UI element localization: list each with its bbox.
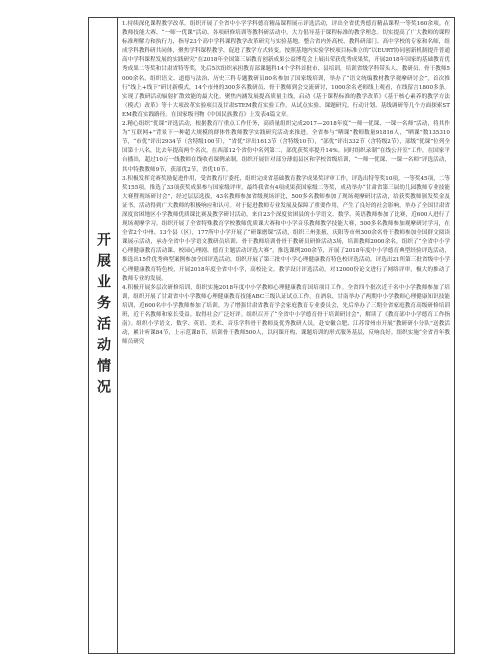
paragraph-3: 3.积极发挥竞赛奖励促进作用，受省教育厅委托，组织完成省基础教育教学成果奖评审工作，评选出特等奖10项，一等奖45项，二等奖155项，推选了33项获奖成果参与国家级评审，最终我省有4项成果获国家级二等奖，成功举办“甘肃省第三届幼儿园教师专业技能大赛暨现场研讨会”，经过层层选拔，43名教师参加省级现场评比，500多名教师参加了现场观摩研讨活动，给获奖教师颁发奖金及证书，活动得到广大教师的积极响应和认可。对于促进教师专业发展及保障了重要作用，产生了良好的社会影响，举办了全国甘肃省深度贫困地区小学教师优质课比赛及教学研讨活动，来自23个深度贫困县的小学语文、数学、英语教师参加了比赛，近600人进行了现场观摩学习。组织开展了全省特殊教育学校教师优质课大赛和中小学音乐教师教学技能大赛，500多名教师参加观摩研讨学习，在全省2个中州、13个县（区），177所中小学开展了“研课磨课”活动，组织三州张掖、庆阳等市州300余名骨干教师参加全国群文阅读课展示活动，承办全省中小学语文教研员培训、骨干教师培训骨骨干教研员研修活动3场，培训教师2000余名，组织了“全省中小学心理健康教育活动课、校园心理剧、德育主题活动评选大赛”，推选课例200余节，开展了2018年度中小学德育典型经验评选活动，推选出15件优秀典型案例参加全国评选活动，组织开展了第三批中小学心理健康教育特色校评选活动，评选出21所第三批省级中小学心理健康教育特色校，开展2018年度全省中小学，高校论文、教学设计评选活动，对12000份论文进行了网络评审，极大的推动了教师专业的发展。 <box>122 175 450 282</box>
section-label: 开展业务活动情况 <box>95 232 111 400</box>
paragraph-2: 2.精心组织“优课”评选活动，根据教育厅重点工作任务，高质量组织完成2017—2018年度“一师一优课、一课一名师”活动，将其作为“互联网+”背景下一种超大规模的群体性教师教学实践研究活动来推进。全省参与“晒课”教师数量91816人，“晒课”数135310节，“市优”评出2934节（含特级100节），“省优”评出1613节（含特级10节），“部优”评出332节（含特级2节），部级“优课”位列全国第十八名，比去年提高两个名次。在西部12个省份中名列第二，部优获奖率提升14%。同时组织录制“在线公开室”工作，在国家平台播出，超过10万一线教师在线收看课例录制，组织开展针对部分薄弱县区和学校省级培训，“一师一优课、一课一名师”评选活动，其中特教教师9节，获部优2节，省优10节。 <box>122 121 450 173</box>
activity-content <box>122 20 450 650</box>
paragraph-4: 4.积极开展多层次研修培训，组织实施2018年度中小学教师心理健康教育国培项目工作。全省四个批次近千名中小学教师参加了培训，组织开展了甘肃省中小学教师心理健康教育技能ABC三级认证试点工作。在酒泉、甘南举办了两期中小学教师心理健康知识技能培训，近600名中小学教师参加了培训。为了增强甘肃省教育学会家庭教育专业委员会，先后举办了三期全省家庭教育高级研修培训班，近千名教师和家长受益。取得社会广泛好评。组织召开了“全省中小学德育骨干培训研讨会”，解读了《教育部中小学德育工作指南》。组织小学语文、数学、英语、美术、音乐学科骨干教师及优秀教研人员，赴安徽合肥、江苏常州市开展“教研研小分队”送教活动，累计听课84节，上示范课8节，培训骨干教师500人，以问课开构、课题培训的形式服务基层，反响良好。组织实施“全省青年教师员研究 <box>122 284 450 346</box>
paragraph-1: 1.持续深化课程教学改革。组织开展了全省中小学学科德育精品课程展示评选活动，评出全省优秀德育精品课程一等奖160余项。在教师技能大赛、“一师一优课”活动、各项研修培训等教科研活动中，大力倡导基于课程标准的教学理念。切实提高了广大教师的课程标准理解力和执行力，指导23个高中学科课程教学改革研究与实验基地，整合省内外高校、教科研部门、高中学校的专家和名师，组成学科教科研共同体，聚焦学科课程教学，促进了教学方式转变。按照基地内实验学校项目标准立的“以EURT协同创新机制提升普通高中学科课程发展的实践研究”在2018年全国第三届教育创新成果公益博览会上展出荣获优秀成果奖，开展2018年国家的基础教育优秀成果二等奖和甘肃省特等奖，先后5次组织承担教育部课题科14个学科首批市、县培训，培训省级学科带头人、教研员、骨干教师5000余名，组织语文、道德与法治、历史三科专题教研员80名参加了国家级培训，举办了“语文统编教材教学观摩研讨会”，首次推行“线上+线下”研讨新模式，14个市州的300多名教研员、骨干教师到会交流研讨，1000余名老师线上观看，在线留言1800多条。实现了教研活动辐射扩散效能的最大化。聚焦内涵发展提高质量主线，启动《基于课程标准的教学改革》《基于核心素养的教学方法（模式）改革》等十大项改革实验项目及甘肃STEM教育实验工作。从试点实验、课题研究、行动计划、基线调研等几个方面探索STEM教育实践路径。在国家级刊物《中国民族教育》上发表4篇文章。 <box>122 21 450 118</box>
